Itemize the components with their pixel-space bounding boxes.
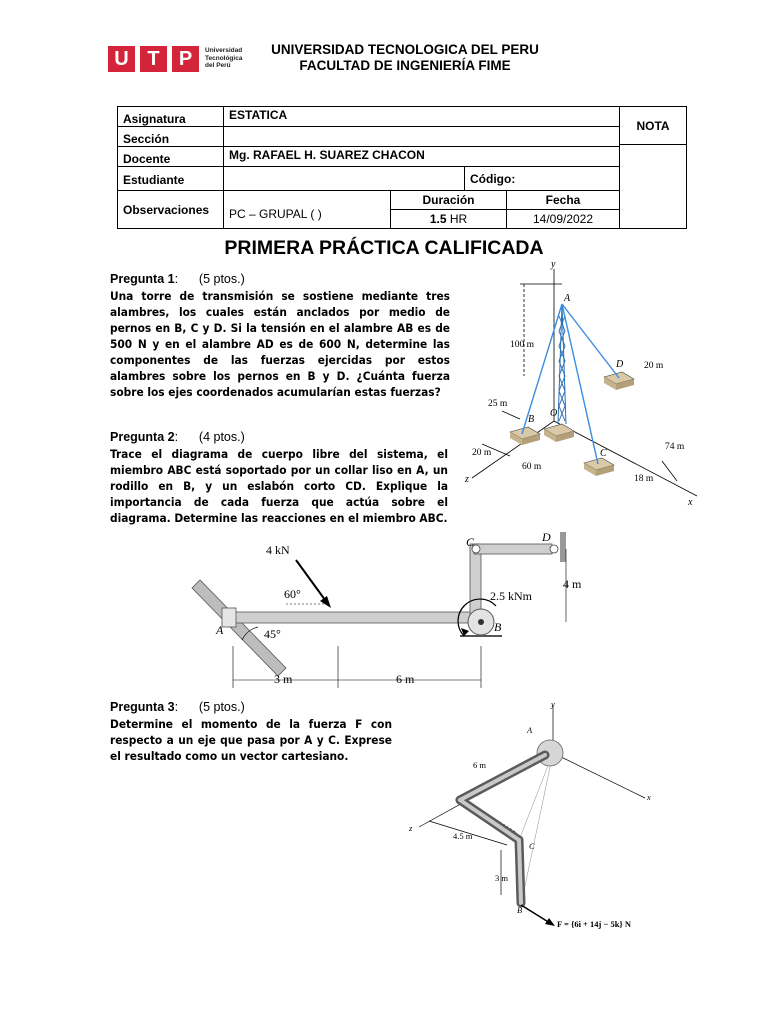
logo-caption	[205, 47, 242, 70]
duracion-label: Duración	[390, 190, 507, 210]
logo-letter-u: U	[108, 46, 135, 72]
duracion-value	[390, 209, 507, 229]
angle-60-label: 60°	[284, 587, 301, 601]
question-1-text: Una torre de transmisión se sostiene mediante tres alambres, los cuales están anclados por medio de pernos en B, C y D. Si la tensión en el alambre AB es de 500 N y en el alambre AD es de 600 N, determine las componentes de las fuerzas ejercidas por estos alambres sobre los pernos en B y D. ¿Cuánta fuerza sobre los ejes coordenados acumularían estas fuerzas?	[110, 289, 450, 399]
tower-figure	[462, 256, 712, 514]
force-label: 4 kN	[266, 543, 290, 557]
dim-3m: 3 m	[274, 672, 293, 686]
point-d-label: D	[616, 359, 624, 370]
asignatura-label: Asignatura	[117, 106, 224, 127]
axis-y-label: y	[551, 259, 556, 270]
question-2-heading: Pregunta 2: (4 ptos.)	[110, 430, 245, 444]
logo-caption-line: Universidad	[205, 47, 243, 54]
anchor-c	[584, 458, 614, 476]
dim-d-offset: 20 m	[644, 361, 664, 371]
dim-4-5m: 4.5 m	[453, 831, 473, 841]
university-name: UNIVERSIDAD TECNOLOGICA DEL PERU	[271, 42, 539, 57]
seccion-label: Sección	[117, 126, 224, 147]
point-a-label: A	[216, 623, 224, 637]
asignatura-value: ESTATICA	[223, 106, 620, 127]
logo-caption-line: del Perú	[205, 62, 231, 69]
nota-label: NOTA	[619, 106, 687, 145]
observaciones-value: PC – GRUPAL ( )	[223, 190, 391, 229]
force-f-arrow	[521, 905, 550, 923]
seccion-value[interactable]	[223, 126, 620, 147]
dim-18m: 18 m	[634, 474, 654, 484]
logo-caption-line: Tecnológica	[205, 54, 243, 62]
axis-z-label: z	[409, 823, 413, 833]
moment-label: 2.5 kNm	[490, 589, 532, 603]
fecha-value: 14/09/2022	[506, 209, 620, 229]
faculty-name: FACULTAD DE INGENIERÍA FIME	[299, 58, 511, 73]
dim-74m: 74 m	[665, 442, 685, 452]
dim-height: 100 m	[510, 340, 535, 350]
anchor-d	[604, 372, 634, 390]
axis-y-label: y	[551, 699, 555, 709]
question-3-text: Determine el momento de la fuerza F con respecto a un eje que pasa por A y C. Exprese el resultado como un vector cartesiano.	[110, 717, 392, 763]
dim-6m: 6 m	[396, 672, 415, 686]
angle-45-label: 45°	[264, 627, 281, 641]
force-f-label: F = {6i + 14j − 5k} N	[557, 919, 632, 929]
point-b-label: B	[528, 414, 535, 425]
dim-20m: 20 m	[472, 448, 492, 458]
member-ab	[228, 612, 480, 623]
point-a-label: A	[527, 725, 533, 735]
dim-3m: 3 m	[495, 873, 508, 883]
anchor-b	[510, 427, 540, 445]
point-b-label: B	[517, 905, 523, 915]
question-3-points: (5 ptos.)	[198, 700, 245, 714]
exam-title: PRIMERA PRÁCTICA CALIFICADA	[224, 237, 544, 259]
dim-25m: 25 m	[488, 399, 508, 409]
tower-lattice	[558, 304, 566, 424]
codigo-label: Código:	[464, 166, 620, 191]
docente-label: Docente	[117, 146, 224, 167]
dim-6m: 6 m	[473, 760, 486, 770]
question-2-points: (4 ptos.)	[198, 430, 245, 444]
question-2-label: Pregunta 2	[110, 430, 175, 444]
dim-60m: 60 m	[522, 462, 542, 472]
question-1-label: Pregunta 1	[110, 272, 175, 286]
anchor-o	[544, 424, 574, 442]
collar-a	[222, 608, 236, 627]
duracion-number: 1.5	[429, 212, 447, 226]
wall-d	[560, 532, 566, 562]
beam-figure	[178, 528, 590, 690]
logo-letter-p: P	[172, 46, 199, 72]
nota-box[interactable]	[619, 144, 687, 229]
point-c-label: C	[529, 841, 535, 851]
estudiante-value[interactable]	[223, 166, 465, 191]
estudiante-label: Estudiante	[117, 166, 224, 191]
question-3-label: Pregunta 3	[110, 700, 175, 714]
dim-4m: 4 m	[563, 577, 582, 591]
pipe-figure	[405, 695, 667, 935]
logo-letter-t: T	[140, 46, 167, 72]
point-c-label: C	[466, 535, 475, 549]
question-3-heading: Pregunta 3: (5 ptos.)	[110, 700, 245, 714]
question-2-text: Trace el diagrama de cuerpo libre del sistema, el miembro ABC está soportado por un collar liso en A, un rodillo en B, y un eslabón corto CD. Explique la importancia de cada fuerza que actúa sobre el diagrama. Determine las reacciones en el miembro ABC.	[110, 447, 448, 525]
axis-z-label: z	[465, 474, 469, 485]
axis-x-label: x	[688, 497, 693, 508]
point-a-label: A	[564, 293, 571, 304]
docente-value: Mg. RAFAEL H. SUAREZ CHACON	[223, 146, 620, 167]
point-d-label: D	[542, 530, 551, 544]
point-o-label: O	[550, 408, 558, 419]
point-b-label: B	[494, 620, 502, 634]
question-1-heading: Pregunta 1: (5 ptos.)	[110, 272, 245, 286]
point-c-label: C	[600, 448, 607, 459]
link-cd	[474, 544, 552, 554]
duracion-unit: HR	[446, 212, 468, 226]
observaciones-label: Observaciones	[117, 190, 224, 229]
question-1-points: (5 ptos.)	[198, 272, 245, 286]
fecha-label: Fecha	[506, 190, 620, 210]
axis-x-label: x	[647, 792, 651, 802]
